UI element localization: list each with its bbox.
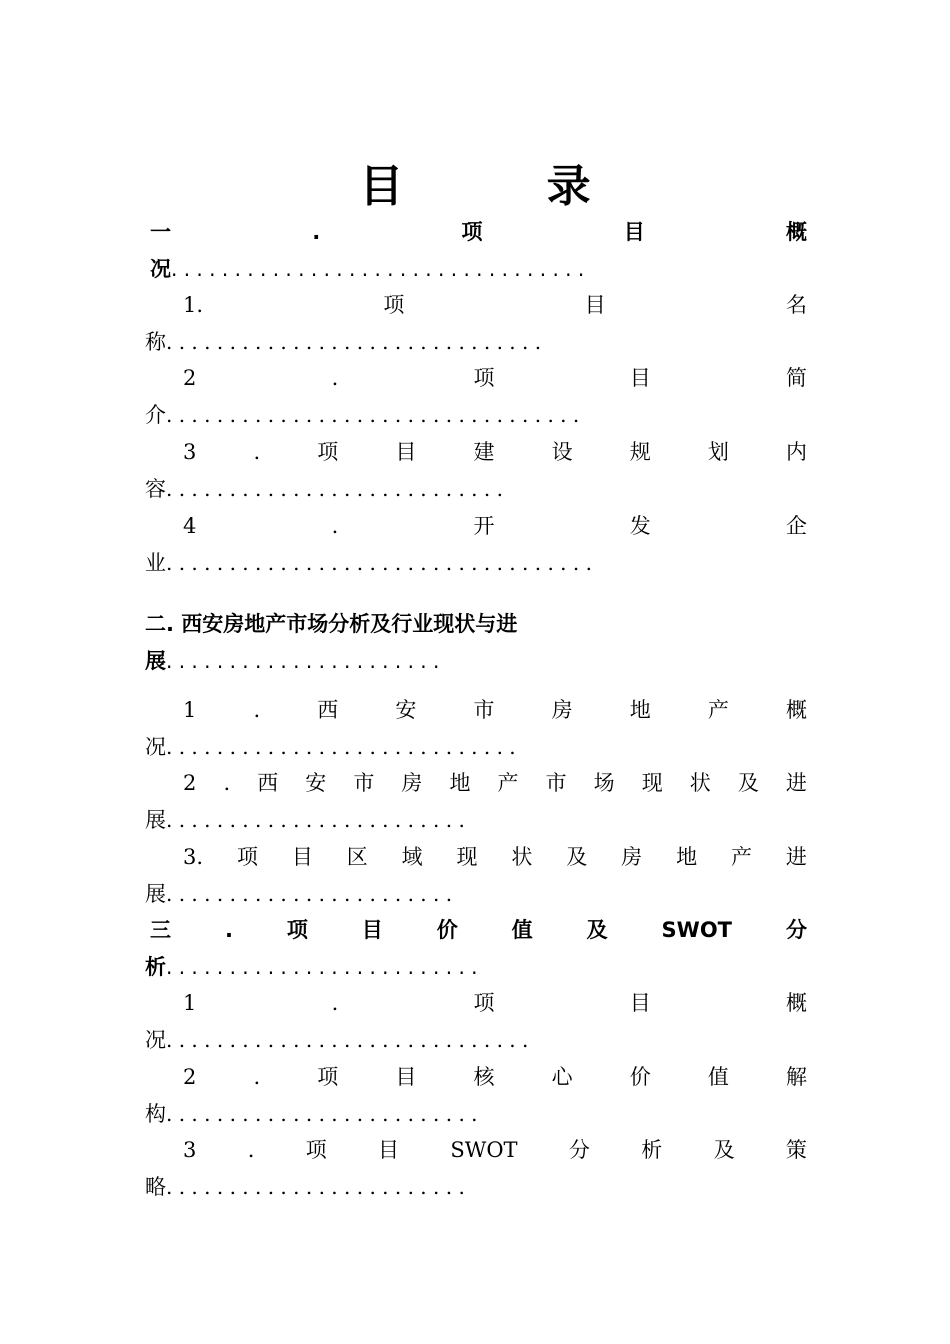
toc-entry-token: 及 — [737, 771, 759, 795]
dot-leader: . . . . . . . . . . . . . . . . . . . . . . . — [166, 882, 453, 906]
toc-entry-heading[interactable] — [183, 694, 807, 726]
toc-entry-last-char: 容 — [145, 477, 166, 501]
toc-entry-leader[interactable] — [145, 1098, 807, 1130]
toc-entry-token: 内 — [785, 440, 807, 464]
toc-entry-token: 解 — [785, 1065, 807, 1089]
dot-leader: . . . . . . . . . . . . . . . . . . . . . . . . — [166, 808, 465, 832]
toc-entry-token: 析 — [641, 1138, 663, 1162]
toc-entry-token: 分 — [785, 918, 807, 942]
toc-entry-heading[interactable] — [183, 841, 807, 873]
toc-entry-token: 1 — [183, 991, 197, 1015]
toc-entry-token: 进 — [785, 771, 807, 795]
toc-entry-token: 项 — [317, 440, 339, 464]
toc-entry-token: 目 — [378, 1138, 400, 1162]
toc-entry-token: 目 — [584, 293, 606, 317]
toc-entry-token: 设 — [551, 440, 573, 464]
toc-entry-heading[interactable] — [183, 510, 807, 542]
toc-entry-token: 概 — [785, 698, 807, 722]
toc-entry-token: 3 — [183, 440, 197, 464]
dot-leader: . . . . . . . . . . . . . . . . . . . . . . . . . . . . — [166, 735, 516, 759]
toc-entry-token: 3. — [183, 845, 204, 869]
toc-entry-token: 值 — [707, 1065, 729, 1089]
toc-entry-token: 地 — [449, 771, 471, 795]
toc-entry-token: 2 — [183, 1065, 197, 1089]
toc-entry-token: . — [247, 1138, 255, 1162]
page-title: 目 录 — [359, 161, 655, 212]
toc-entry-leader[interactable] — [145, 731, 807, 763]
toc-entry-token: 进 — [785, 845, 807, 869]
toc-entry-leader[interactable] — [145, 804, 807, 836]
toc-entry-token: 现 — [456, 845, 478, 869]
toc-entry-token: 一 — [150, 220, 171, 244]
toc-entry-leader[interactable] — [145, 399, 807, 431]
toc-entry-token: 状 — [511, 845, 533, 869]
toc-entry-token: 及 — [566, 845, 588, 869]
toc-entry-leader[interactable] — [145, 878, 807, 910]
toc-entry-token: 目 — [395, 1065, 417, 1089]
toc-entry-last-char: 略 — [145, 1175, 166, 1199]
toc-entry-last-char: 况 — [145, 1028, 166, 1052]
toc-entry-last-char: 展 — [145, 649, 166, 673]
toc-entry-token: 价 — [629, 1065, 651, 1089]
toc-entry-token: 分 — [568, 1138, 590, 1162]
toc-entry-token: 市 — [473, 698, 495, 722]
toc-entry-last-char: 构 — [145, 1102, 166, 1126]
toc-entry-token: 发 — [629, 514, 651, 538]
toc-entry-leader[interactable] — [145, 547, 807, 579]
toc-entry-last-char: 展 — [145, 882, 166, 906]
toc-entry-token: 安 — [305, 771, 327, 795]
toc-entry-last-char: 析 — [145, 955, 166, 979]
toc-entry-token: 1. — [183, 293, 204, 317]
toc-entry-token: 建 — [473, 440, 495, 464]
toc-entry-token: 地 — [629, 698, 651, 722]
toc-entry-token: 项 — [236, 845, 258, 869]
toc-entry-token: 心 — [551, 1065, 573, 1089]
toc-entry-token: . — [312, 220, 321, 244]
toc-entry-last-char: 展 — [145, 808, 166, 832]
toc-entry-token: 企 — [786, 514, 807, 538]
toc-entry-leader[interactable] — [145, 645, 807, 677]
toc-entry-token: 房 — [401, 771, 423, 795]
toc-entry-last-char: 业 — [145, 551, 166, 575]
toc-entry-token: 项 — [461, 220, 483, 244]
toc-entry-leader[interactable] — [145, 1171, 807, 1203]
toc-entry-token: 核 — [473, 1065, 495, 1089]
dot-leader: . . . . . . . . . . . . . . . . . . . . . . — [166, 649, 440, 673]
toc-entry-token: 概 — [786, 991, 807, 1015]
toc-entry-heading[interactable] — [183, 767, 807, 799]
toc-entry-token: . — [253, 1065, 261, 1089]
toc-entry-token: 划 — [707, 440, 729, 464]
toc-entry-token: 状 — [689, 771, 711, 795]
toc-entry-heading[interactable] — [183, 289, 807, 321]
toc-entry-token: 项 — [305, 1138, 327, 1162]
toc-entry-token: . — [331, 366, 339, 390]
toc-entry-token: 市 — [545, 771, 567, 795]
toc-entry-heading[interactable] — [183, 362, 807, 394]
toc-entry-token: 价 — [436, 918, 458, 942]
toc-entry-token: 二. 西安房地产市场分析及行业现状与进 — [145, 612, 518, 636]
toc-entry-token: 目 — [395, 440, 417, 464]
toc-entry-token: 产 — [497, 771, 519, 795]
toc-entry-token: 策 — [785, 1138, 807, 1162]
toc-entry-last-char: 况 — [150, 257, 171, 281]
toc-entry-token: . — [223, 771, 231, 795]
toc-entry-leader[interactable] — [145, 1024, 807, 1056]
toc-entry-token: 产 — [730, 845, 752, 869]
toc-entry-token: 项 — [473, 991, 495, 1015]
toc-entry-token: 地 — [676, 845, 698, 869]
toc-entry-leader[interactable] — [145, 473, 807, 505]
toc-entry-token: 域 — [401, 845, 423, 869]
toc-entry-leader[interactable] — [145, 951, 807, 983]
toc-entry-token: . — [331, 991, 339, 1015]
toc-entry-heading[interactable] — [183, 987, 807, 1019]
toc-entry-token: 项 — [286, 918, 308, 942]
toc-entry-token: 目 — [629, 366, 651, 390]
dot-leader: . . . . . . . . . . . . . . . . . . . . . . . . . . . . . . — [166, 330, 542, 354]
dot-leader: . . . . . . . . . . . . . . . . . . . . . . . . . . . . . . . . . . — [166, 551, 592, 575]
toc-entry-leader[interactable] — [150, 253, 812, 285]
toc-entry-token: 1 — [183, 698, 197, 722]
toc-entry-heading[interactable] — [150, 216, 807, 248]
toc-entry-token: 简 — [786, 366, 807, 390]
toc-entry-token: . — [253, 440, 261, 464]
toc-entry-token: 三 — [150, 918, 171, 942]
toc-entry-token: 开 — [473, 514, 495, 538]
toc-entry-heading[interactable] — [183, 1134, 807, 1166]
toc-entry-token: 安 — [395, 698, 417, 722]
dot-leader: . . . . . . . . . . . . . . . . . . . . . . . . . — [166, 1102, 478, 1126]
toc-entry-heading[interactable] — [183, 436, 807, 468]
toc-entry-token: 项 — [473, 366, 495, 390]
dot-leader: . . . . . . . . . . . . . . . . . . . . . . . . — [166, 1175, 465, 1199]
toc-entry-token: 区 — [346, 845, 368, 869]
toc-entry-token: 名 — [785, 293, 807, 317]
toc-entry-token: 4 — [183, 514, 197, 538]
toc-entry-token: 2 — [183, 366, 197, 390]
toc-entry-token: 及 — [586, 918, 608, 942]
toc-entry-token: 现 — [641, 771, 663, 795]
toc-entry-token: SWOT — [450, 1138, 518, 1162]
toc-entry-token: 2 — [183, 771, 197, 795]
toc-entry-last-char: 称 — [145, 330, 166, 354]
toc-entry-token: 值 — [511, 918, 533, 942]
toc-entry-token: 西 — [317, 698, 339, 722]
toc-entry-token: 目 — [291, 845, 313, 869]
toc-entry-leader[interactable] — [145, 326, 807, 358]
toc-entry-token: . — [224, 918, 233, 942]
toc-entry-token: 项 — [317, 1065, 339, 1089]
toc-entry-token: 规 — [629, 440, 651, 464]
dot-leader: . . . . . . . . . . . . . . . . . . . . . . . . . — [166, 955, 478, 979]
toc-entry-token: . — [253, 698, 261, 722]
dot-leader: . . . . . . . . . . . . . . . . . . . . . . . . . . . . . — [166, 1028, 529, 1052]
toc-entry-last-char: 况 — [145, 735, 166, 759]
toc-entry-token: 房 — [551, 698, 573, 722]
toc-entry-token: SWOT — [661, 918, 733, 942]
dot-leader: . . . . . . . . . . . . . . . . . . . . . . . . . . . — [166, 477, 503, 501]
toc-entry-heading[interactable] — [183, 1061, 807, 1093]
toc-entry-token: 及 — [713, 1138, 735, 1162]
toc-entry-token: 市 — [353, 771, 375, 795]
toc-entry-token: 项 — [383, 293, 405, 317]
toc-entry-token: 场 — [593, 771, 615, 795]
toc-entry-token: 概 — [785, 220, 807, 244]
dot-leader: . . . . . . . . . . . . . . . . . . . . . . . . . . . . . . . . . — [166, 403, 580, 427]
toc-entry-token: 房 — [621, 845, 643, 869]
toc-entry-token: 目 — [623, 220, 645, 244]
toc-entry-heading[interactable] — [145, 608, 807, 640]
dot-leader: . . . . . . . . . . . . . . . . . . . . . . . . . . . . . . . . . — [171, 257, 585, 281]
toc-entry-heading[interactable] — [150, 914, 807, 946]
toc-entry-token: 3 — [183, 1138, 197, 1162]
toc-entry-last-char: 介 — [145, 403, 166, 427]
toc-entry-token: . — [331, 514, 339, 538]
toc-entry-token: 目 — [361, 918, 383, 942]
toc-entry-token: 目 — [629, 991, 651, 1015]
toc-entry-token: 产 — [707, 698, 729, 722]
toc-entry-token: 西 — [257, 771, 279, 795]
